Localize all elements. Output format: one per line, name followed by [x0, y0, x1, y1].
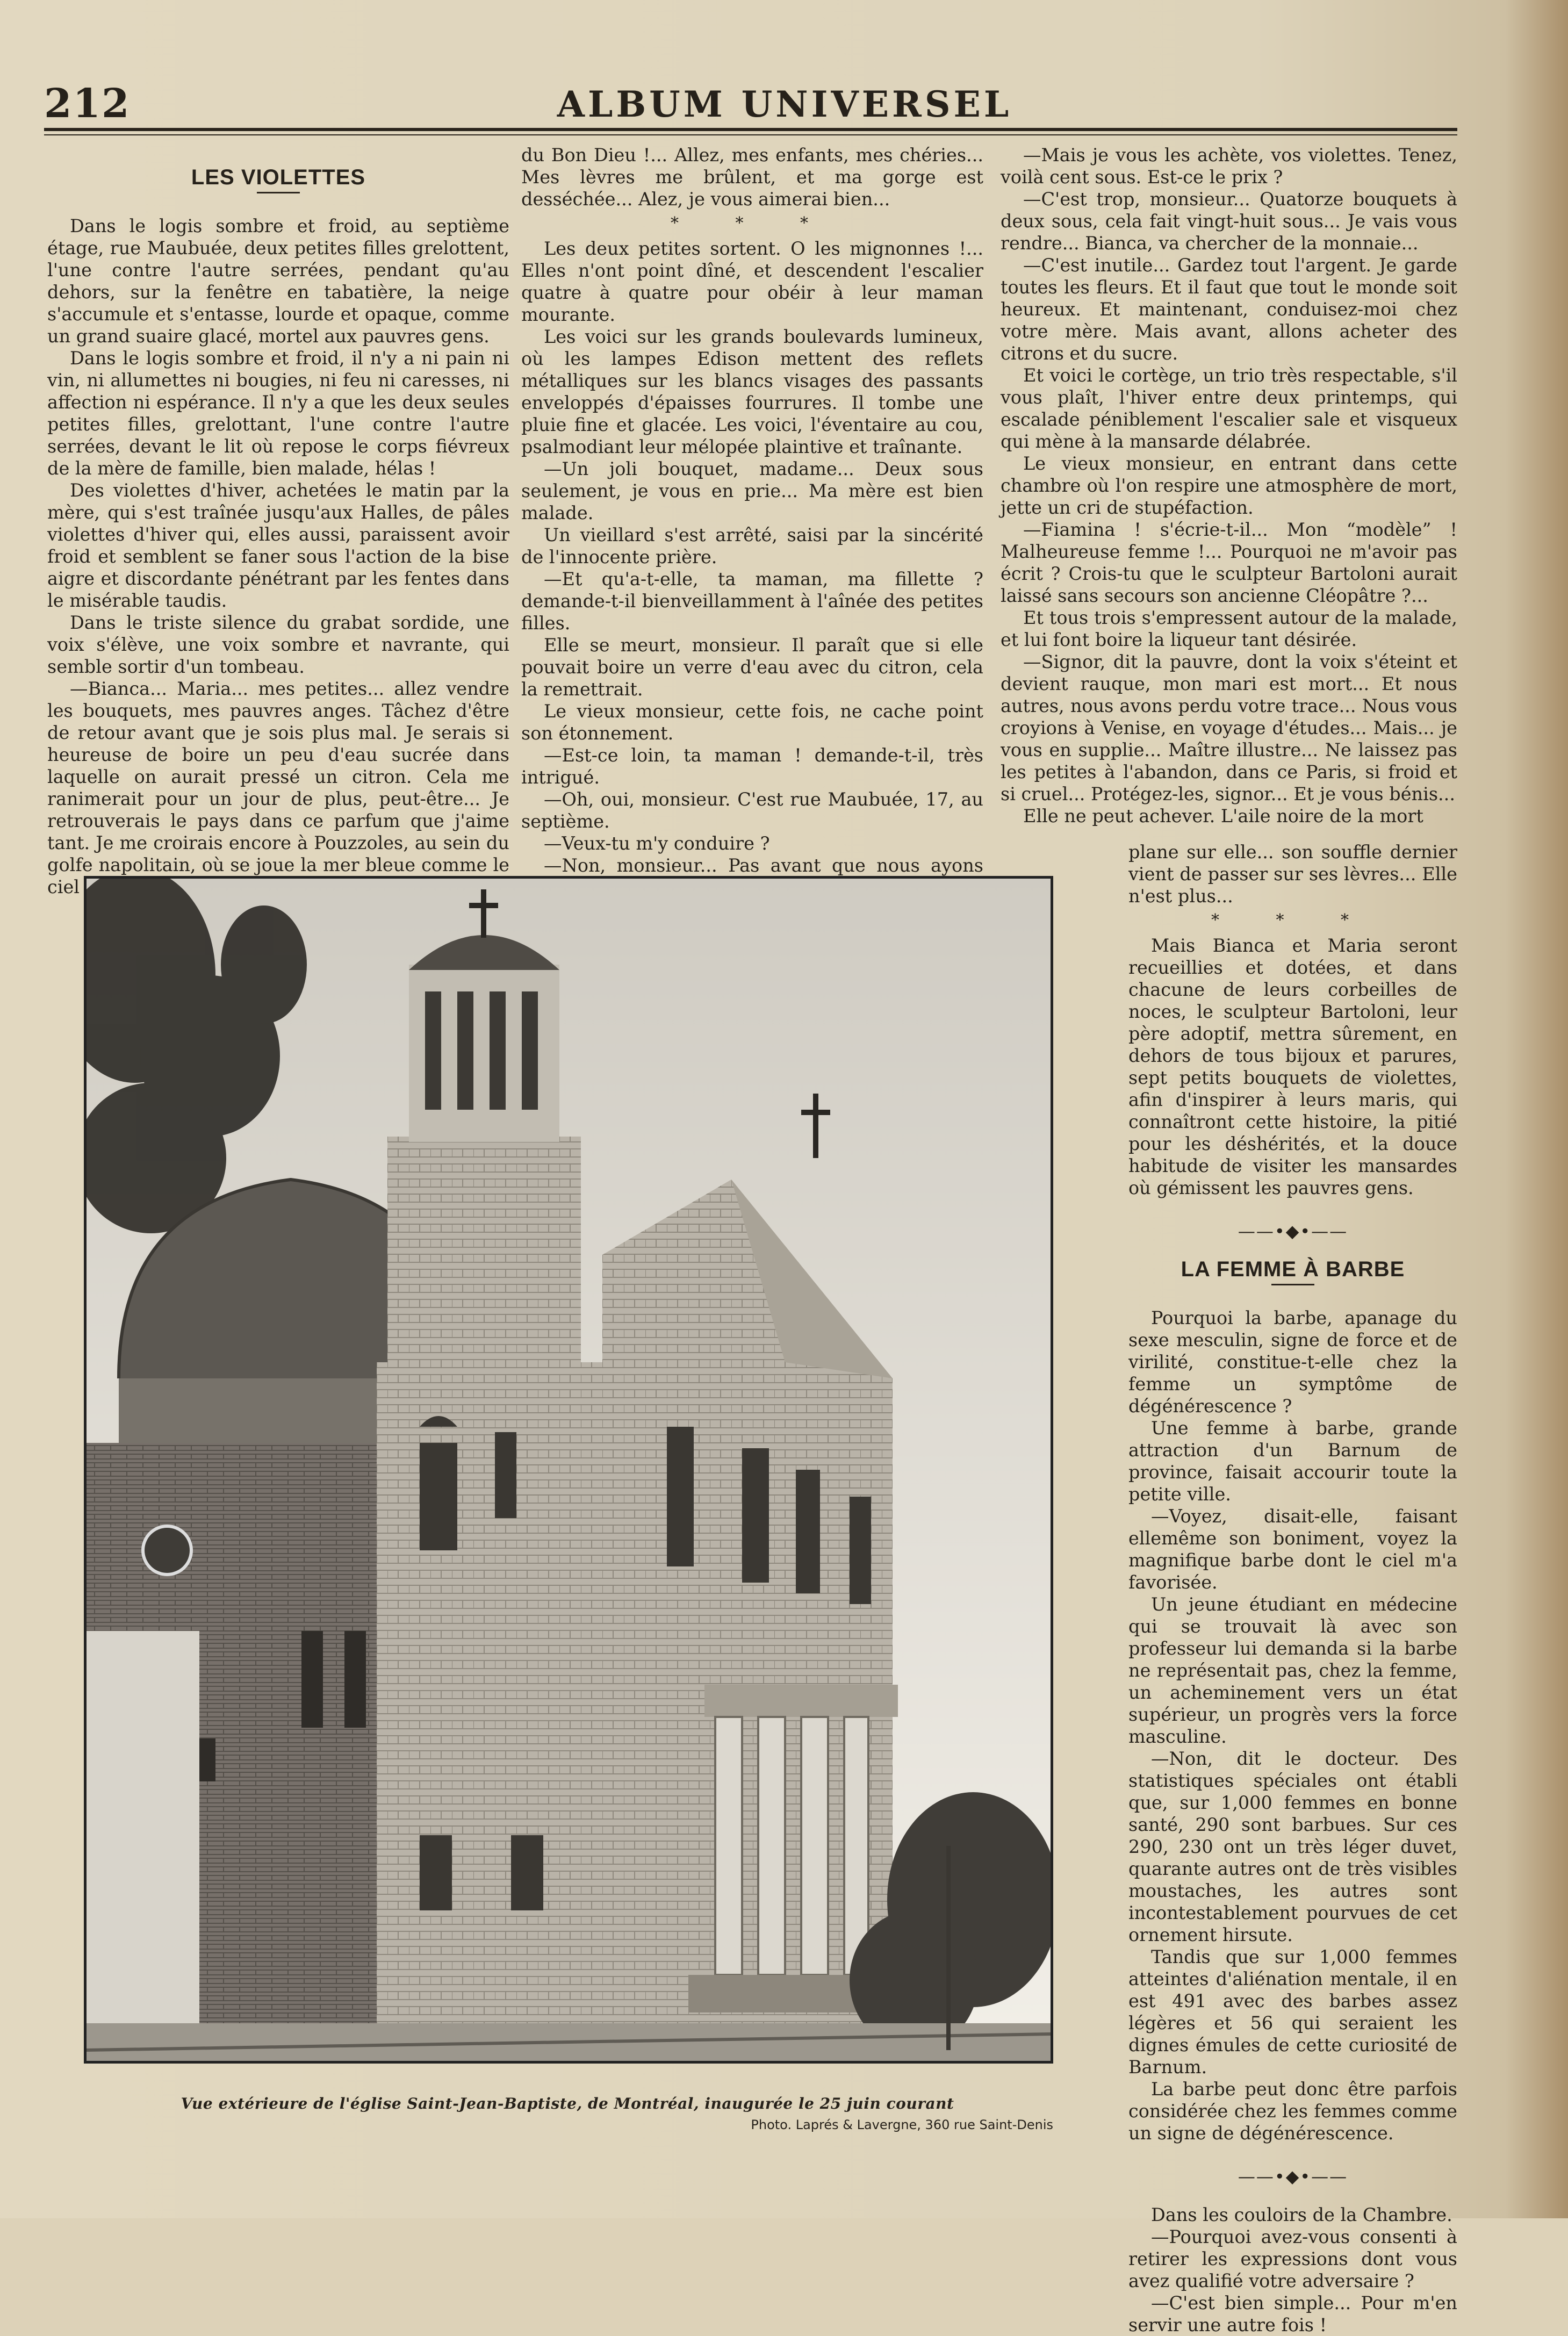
- header-rule-thin: [44, 134, 1457, 135]
- paragraph: —Fiamina ! s'écrie-t-il... Mon “modèle” ! Malheureuse femme !... Pourquoi ne m'avoir pas écrit ? Crois-tu que le sculpteur Bartoloni aurait laissé sans secours son ancienne Cléopâtre ?...: [1001, 519, 1457, 606]
- article-title-femme-a-barbe: LA FEMME À BARBE: [1181, 1257, 1405, 1281]
- paragraph: —Et qu'a-t-elle, ta maman, ma fillette ? demande-t-il bienveillamment à l'aînée des petites filles.: [521, 569, 983, 634]
- photo-credit: Photo. Laprés & Lavergne, 360 rue Saint-Denis: [751, 2117, 1053, 2132]
- paragraph: Dans les couloirs de la Chambre.: [1151, 2204, 1452, 2225]
- paragraph: Les deux petites sortent. O les mignonnes !... Elles n'ont point dîné, et descendent l'escalier quatre à quatre pour obéir à leur maman mourante.: [521, 238, 983, 325]
- paragraph: Elle se meurt, monsieur. Il paraît que si elle pouvait boire un verre d'eau avec du citron, cela la remettrait.: [521, 635, 983, 700]
- journal-title: ALBUM UNIVERSEL: [557, 83, 1012, 125]
- paragraph: Dans le triste silence du grabat sordide, une voix s'élève, une voix sombre et navrante, qui semble sortir d'un tombeau.: [47, 612, 509, 677]
- paragraph: —C'est bien simple... Pour m'en servir une autre fois !: [1128, 2292, 1457, 2335]
- paragraph: —Oh, oui, monsieur. C'est rue Maubuée, 17, au septième.: [521, 789, 983, 832]
- paragraph: Mais Bianca et Maria seront recueillies et dotées, et dans chacune de leurs corbeilles de noces, le sculpteur Bartoloni, leur père adoptif, mettra sûrement, en dehors de tous bijoux et parures, sept petits bouquets de violettes, afin d'inspirer à leurs maris, qui connaîtront cette histoire, la pitié pour les déshérités, et la douce habitude de visiter les mansardes où gémissent les pauvres gens.: [1128, 935, 1457, 1198]
- paragraph: —Pourquoi avez-vous consenti à retirer les expressions dont vous avez qualifié votre adversaire ?: [1128, 2226, 1457, 2291]
- section-ornament: ——•◆•——: [1238, 1221, 1348, 1241]
- column-3-narrow: [1128, 841, 1457, 2336]
- paragraph: Tandis que sur 1,000 femmes atteintes d'aliénation mentale, il en est 491 avec des barbes assez légères et 56 qui seraient les dignes émules de cette curiosité de Barnum.: [1128, 1946, 1457, 2078]
- paragraph: —Bianca... Maria... mes petites... allez vendre les bouquets, mes pauvres anges. Tâchez d'être de retour avant que je sois plus mal. Je serais si heureuse de boire un peu d'eau sucrée dans laquelle on aurait pressé un citron. Cela me ranimerait pour un jour de plus, peut-être... Je retrouverais le pays dans ce parfum que j'aime tant. Je me croirais encore à Pouzzoles, au sein du golfe napolitain, où se joue la mer bleue comme le ciel: [47, 678, 509, 897]
- title-rule: [257, 192, 300, 193]
- paragraph: —C'est inutile... Gardez tout l'argent. Je garde toutes les fleurs. Et il faut que tout le monde soit heureux. Et maintenant, conduisez-moi chez votre mère. Mais avant, allons acheter des citrons et du sucre.: [1001, 255, 1457, 364]
- paragraph: —Veux-tu m'y conduire ?: [544, 833, 770, 854]
- section-ornament: ——•◆•——: [1238, 2166, 1348, 2187]
- paragraph: —C'est trop, monsieur... Quatorze bouquets à deux sous, cela fait vingt-huit sous... Je vais vous rendre... Bianca, va chercher de la monnaie...: [1001, 189, 1457, 254]
- paragraph-continued: du Bon Dieu !... Allez, mes enfants, mes chéries... Mes lèvres me brûlent, et ma gorge est desséchée... Alez, je vous aimerai bien...: [521, 145, 983, 210]
- paragraph: Dans le logis sombre et froid, au septième étage, rue Maubuée, deux petites filles grelottent, l'une contre l'autre serrées, pendant qu'au dehors, sur la fenêtre en tabatière, la neige s'accumule et s'entasse, lourde et opaque, comme un grand suaire glacé, mortel aux pauvres gens.: [47, 215, 509, 347]
- paragraph: Un vieillard s'est arrêté, saisi par la sincérité de l'innocente prière.: [521, 524, 983, 567]
- paragraph: —Signor, dit la pauvre, dont la voix s'éteint et devient rauque, mon mari est mort... Et nous autres, nous avons perdu votre trace... Nous vous croyions à Venise, en voyage d'études... Mais... je vous en supplie... Maître illustre... Ne laissez pas les petites à l'abandon, dans ce Paris, si froid et si cruel... Protégez-les, signor... Et je vous bénis...: [1001, 651, 1457, 804]
- column-3: [1001, 144, 1457, 827]
- paragraph: Le vieux monsieur, en entrant dans cette chambre où l'on respire une atmosphère de mort, jette un cri de stupéfaction.: [1001, 453, 1457, 518]
- page-number: 212: [44, 81, 131, 127]
- paragraph-continued: plane sur elle... son souffle dernier vient de passer sur ses lèvres... Elle n'est plus...: [1128, 842, 1457, 907]
- paragraph: Pourquoi la barbe, apanage du sexe mesculin, signe de force et de virilité, constitue-t-elle chez la femme un symptôme de dégénérescence ?: [1128, 1307, 1457, 1417]
- paragraph: —Non, dit le docteur. Des statistiques spéciales ont établi que, sur 1,000 femmes en bonne santé, 290 sont barbues. Sur ces 290, 230 ont un très léger duvet, quarante autres ont de très visibles moustaches, les autres sont incontestablement pourvues de cet ornement hirsute.: [1128, 1748, 1457, 1945]
- photo-caption: Vue extérieure de l'église Saint-Jean-Baptiste, de Montréal, inaugurée le 25 juin courant: [181, 2095, 954, 2112]
- paragraph: Et voici le cortège, un trio très respectable, s'il vous plaît, l'hiver entre deux printemps, qui escalade péniblement l'escalier sale et visqueux qui mène à la mansarde délabrée.: [1001, 365, 1457, 452]
- paragraph: Et tous trois s'empressent autour de la malade, et lui font boire la liqueur tant désirée.: [1001, 607, 1457, 650]
- paragraph: —Un joli bouquet, madame... Deux sous seulement, je vous en prie... Ma mère est bien malade.: [521, 458, 983, 523]
- paragraph: Les voici sur les grands boulevards lumineux, où les lampes Edison mettent des reflets métalliques sur les blancs visages des passants enveloppés d'épaisses fourrures. Il tombe une pluie fine et glacée. Les voici, l'éventaire au cou, psalmodiant leur mélopée plaintive et traînante.: [521, 326, 983, 457]
- section-stars: * * *: [1211, 911, 1375, 930]
- paragraph: —Voyez, disait-elle, faisant ellemême son boniment, voyez la magnifique barbe dont le ciel m'a favorisée.: [1128, 1506, 1457, 1593]
- paragraph: —Mais je vous les achète, vos violettes. Tenez, voilà cent sous. Est-ce le prix ?: [1001, 145, 1457, 188]
- title-rule: [1271, 1284, 1314, 1285]
- header-rule: [44, 128, 1457, 131]
- column-2: [521, 144, 983, 899]
- paragraph: Le vieux monsieur, cette fois, ne cache point son étonnement.: [521, 701, 983, 744]
- paragraph: Des violettes d'hiver, achetées le matin par la mère, qui s'est traînée jusqu'aux Halles, de pâles violettes d'hiver qui, elles aussi, paraissent avoir froid et semblent se faner sous l'action de la bise aigre et discordante pénétrant par les fentes dans le misérable taudis.: [47, 480, 509, 611]
- paragraph: Dans le logis sombre et froid, il n'y a ni pain ni vin, ni allumettes ni bougies, ni feu ni caresses, ni affection ni espérance. Il n'y a que les deux seules petites filles, grelottant, l'une contre l'autre serrées, devant le lit où repose le corps fiévreux de la mère de famille, bien malade, hélas !: [47, 348, 509, 479]
- church-photograph: [84, 876, 1053, 2064]
- church-illustration: [87, 879, 1051, 2061]
- paragraph: La barbe peut donc être parfois considérée chez les femmes comme un signe de dégénérescence.: [1128, 2079, 1457, 2144]
- paragraph: Une femme à barbe, grande attraction d'un Barnum de province, faisait accourir toute la petite ville.: [1128, 1418, 1457, 1505]
- paragraph: —Est-ce loin, ta maman ! demande-t-il, très intrigué.: [521, 745, 983, 788]
- section-stars: * * *: [670, 214, 835, 233]
- column-1: [47, 157, 509, 898]
- paragraph: Elle ne peut achever. L'aile noire de la mort: [1023, 806, 1423, 826]
- article-title-violettes: LES VIOLETTES: [191, 166, 366, 189]
- paragraph: —Non, monsieur... Pas avant que nous ayons: [544, 855, 983, 876]
- paragraph: Un jeune étudiant en médecine qui se trouvait là avec son professeur lui demanda si la barbe ne représentait pas, chez la femme, un acheminement vers un état supérieur, un progrès vers la force masculine.: [1128, 1594, 1457, 1747]
